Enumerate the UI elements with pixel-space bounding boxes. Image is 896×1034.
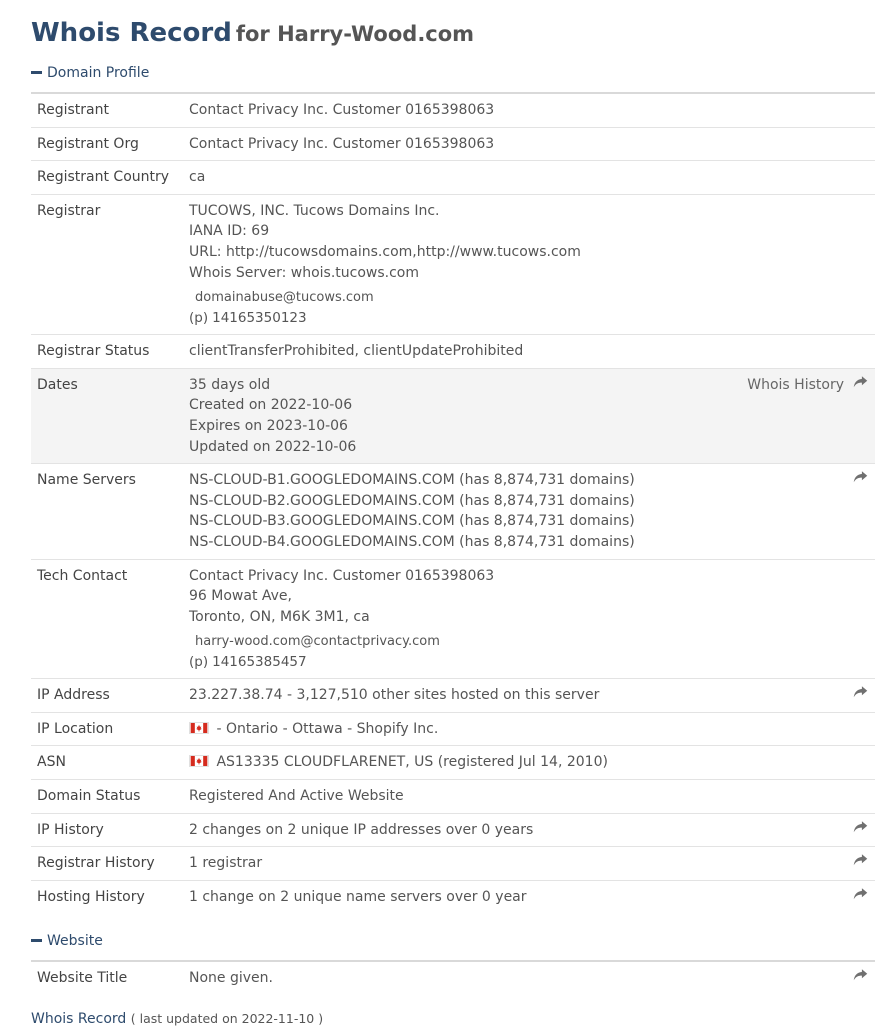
row-name-servers bbox=[31, 464, 875, 559]
row-label: IP History bbox=[31, 813, 189, 847]
row-dates bbox=[31, 368, 875, 463]
row-label: Dates bbox=[31, 368, 189, 463]
domain-profile-table bbox=[31, 92, 875, 913]
registrar-abuse-email: domainabuse@tucows.com bbox=[195, 290, 374, 306]
share-arrow-icon[interactable] bbox=[853, 470, 868, 484]
asn-value: AS13335 CLOUDFLARENET, US (registered Jul 14, 2010) bbox=[216, 754, 608, 771]
share-arrow-icon[interactable] bbox=[853, 968, 868, 982]
row-value bbox=[189, 813, 875, 847]
page-title bbox=[31, 11, 474, 49]
row-registrant-country bbox=[31, 161, 875, 195]
section-toggle-domain-profile[interactable] bbox=[31, 65, 149, 81]
section-title-website: Website bbox=[47, 933, 103, 949]
row-label: Registrant bbox=[31, 93, 189, 127]
canada-flag-icon bbox=[189, 722, 209, 734]
tech-contact-email: harry-wood.com@contactprivacy.com bbox=[195, 634, 440, 650]
tech-contact-name: Contact Privacy Inc. Customer 0165398063 bbox=[189, 567, 495, 584]
registrar-iana-id: IANA ID: 69 bbox=[189, 223, 270, 240]
row-registrar-status bbox=[31, 335, 875, 369]
website-title-value: None given. bbox=[189, 970, 273, 986]
minus-icon bbox=[31, 939, 42, 942]
row-registrant-org bbox=[31, 127, 875, 161]
hosting-history-value: 1 change on 2 unique name servers over 0 year bbox=[189, 888, 527, 905]
row-label: Registrar History bbox=[31, 847, 189, 881]
row-value bbox=[189, 679, 875, 713]
phone-prefix: (p) bbox=[189, 654, 209, 671]
row-hosting-history bbox=[31, 880, 875, 913]
row-value: Contact Privacy Inc. Customer 0165398063 bbox=[189, 127, 875, 161]
expires-date: Expires on 2023-10-06 bbox=[189, 417, 348, 434]
page-title-domain: for Harry-Wood.com bbox=[235, 22, 475, 46]
section-toggle-website[interactable] bbox=[31, 933, 103, 949]
share-arrow-icon[interactable] bbox=[853, 853, 868, 867]
row-label: Website Title bbox=[31, 961, 189, 995]
row-label: Registrant Country bbox=[31, 161, 189, 195]
row-value bbox=[189, 464, 875, 559]
row-tech-contact bbox=[31, 559, 875, 679]
row-label: Registrar bbox=[31, 194, 189, 334]
share-arrow-icon[interactable] bbox=[853, 820, 868, 834]
ip-history-value: 2 changes on 2 unique IP addresses over 0 years bbox=[189, 821, 534, 838]
registrar-name: TUCOWS, INC. Tucows Domains Inc. bbox=[189, 202, 440, 219]
whois-history-link[interactable]: Whois History bbox=[747, 376, 844, 393]
row-asn bbox=[31, 746, 875, 780]
ip-location-value: - Ontario - Ottawa - Shopify Inc. bbox=[216, 720, 439, 737]
row-registrar bbox=[31, 194, 875, 334]
website-table bbox=[31, 960, 875, 995]
tech-contact-phone bbox=[189, 652, 867, 672]
share-arrow-icon[interactable] bbox=[853, 375, 868, 389]
row-value: clientTransferProhibited, clientUpdateProhibited bbox=[189, 335, 875, 369]
row-label: Tech Contact bbox=[31, 559, 189, 679]
row-value bbox=[189, 880, 875, 913]
name-server: NS-CLOUD-B4.GOOGLEDOMAINS.COM (has 8,874,731 domains) bbox=[189, 533, 635, 550]
name-server: NS-CLOUD-B2.GOOGLEDOMAINS.COM (has 8,874,731 domains) bbox=[189, 492, 635, 509]
row-label: Registrar Status bbox=[31, 335, 189, 369]
page-title-main: Whois Record bbox=[31, 18, 232, 48]
registrar-history-value: 1 registrar bbox=[189, 855, 263, 872]
row-value: ca bbox=[189, 161, 875, 195]
row-ip-address bbox=[31, 679, 875, 713]
row-ip-location bbox=[31, 712, 875, 746]
row-website-title bbox=[31, 961, 875, 995]
footer-last-updated: ( last updated on 2022-11-10 ) bbox=[130, 1011, 324, 1026]
updated-date: Updated on 2022-10-06 bbox=[189, 438, 357, 455]
name-server: NS-CLOUD-B3.GOOGLEDOMAINS.COM (has 8,874,731 domains) bbox=[189, 513, 635, 530]
row-value bbox=[189, 368, 875, 463]
phone-number: 14165385457 bbox=[212, 654, 307, 671]
row-value bbox=[189, 746, 875, 780]
row-label: ASN bbox=[31, 746, 189, 780]
row-registrant bbox=[31, 93, 875, 127]
row-value bbox=[189, 847, 875, 881]
row-label: Name Servers bbox=[31, 464, 189, 559]
section-title-domain-profile: Domain Profile bbox=[47, 65, 150, 81]
row-domain-status bbox=[31, 780, 875, 814]
share-arrow-icon[interactable] bbox=[853, 685, 868, 699]
row-label: Registrant Org bbox=[31, 127, 189, 161]
row-value bbox=[189, 559, 875, 679]
share-arrow-icon[interactable] bbox=[853, 887, 868, 901]
footer bbox=[31, 1011, 323, 1027]
row-value bbox=[189, 961, 875, 995]
row-value bbox=[189, 712, 875, 746]
name-server: NS-CLOUD-B1.GOOGLEDOMAINS.COM (has 8,874,731 domains) bbox=[189, 472, 635, 489]
phone-prefix: (p) bbox=[189, 310, 209, 327]
registrar-url: URL: http://tucowsdomains.com,http://www.tucows.com bbox=[189, 243, 581, 260]
registrar-phone bbox=[189, 308, 867, 328]
row-registrar-history bbox=[31, 847, 875, 881]
domain-age: 35 days old bbox=[189, 376, 271, 393]
phone-number: 14165350123 bbox=[212, 310, 307, 327]
minus-icon bbox=[31, 71, 42, 74]
tech-contact-city: Toronto, ON, M6K 3M1, ca bbox=[189, 608, 370, 625]
created-date: Created on 2022-10-06 bbox=[189, 397, 353, 414]
registrar-whois-server: Whois Server: whois.tucows.com bbox=[189, 264, 419, 281]
row-label: IP Location bbox=[31, 712, 189, 746]
row-value bbox=[189, 194, 875, 334]
ip-address-value: 23.227.38.74 - 3,127,510 other sites hosted on this server bbox=[189, 687, 600, 704]
footer-title: Whois Record bbox=[31, 1011, 127, 1027]
tech-contact-street: 96 Mowat Ave, bbox=[189, 588, 292, 605]
row-ip-history bbox=[31, 813, 875, 847]
row-label: Domain Status bbox=[31, 780, 189, 814]
row-value: Registered And Active Website bbox=[189, 780, 875, 814]
row-label: Hosting History bbox=[37, 888, 145, 905]
row-value: Contact Privacy Inc. Customer 0165398063 bbox=[189, 93, 875, 127]
row-label: IP Address bbox=[31, 679, 189, 713]
canada-flag-icon bbox=[189, 755, 209, 767]
